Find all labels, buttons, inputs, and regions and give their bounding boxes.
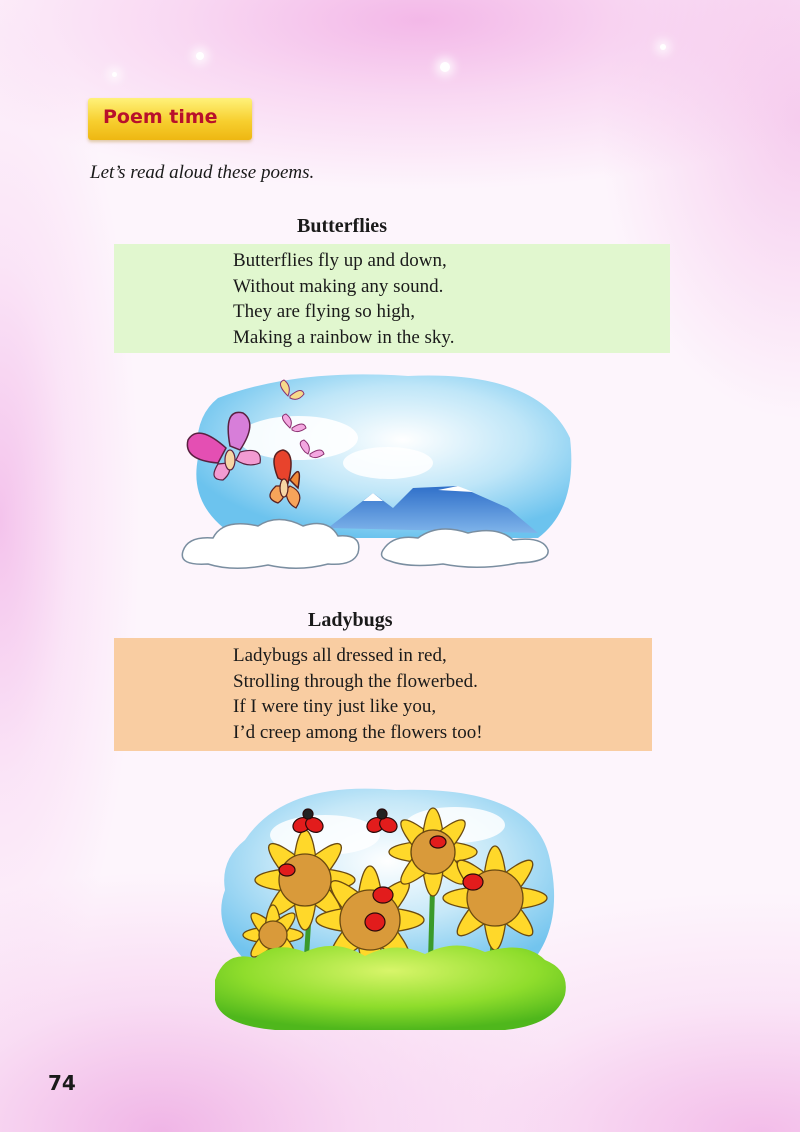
page-number: 74 xyxy=(48,1071,76,1095)
sparkle-decoration xyxy=(196,52,204,60)
poem-line: Making a rainbow in the sky. xyxy=(233,326,455,348)
intro-instruction: Let’s read aloud these poems. xyxy=(90,162,315,183)
butterflies-illustration xyxy=(178,368,578,578)
sparkle-decoration xyxy=(440,62,450,72)
sparkle-decoration xyxy=(112,72,117,77)
poem-line: I’d creep among the flowers too! xyxy=(233,721,483,743)
poem-lines-butterflies xyxy=(233,248,454,350)
poem-title-butterflies: Butterflies xyxy=(297,215,387,237)
poem-line: Without making any sound. xyxy=(233,275,444,297)
poem-lines-ladybugs xyxy=(233,643,483,745)
section-badge-label: Poem time xyxy=(103,106,218,128)
poem-line: If I were tiny just like you, xyxy=(233,696,437,717)
poem-line: Strolling through the flowerbed. xyxy=(233,670,478,692)
poem-line: Ladybugs all dressed in red, xyxy=(233,645,447,666)
section-badge xyxy=(88,98,252,140)
poem-line: Butterflies fly up and down, xyxy=(233,250,447,271)
poem-title-ladybugs: Ladybugs xyxy=(308,609,393,631)
sparkle-decoration xyxy=(660,44,666,50)
ladybugs-illustration xyxy=(205,780,575,1040)
poem-line: They are flying so high, xyxy=(233,301,416,322)
